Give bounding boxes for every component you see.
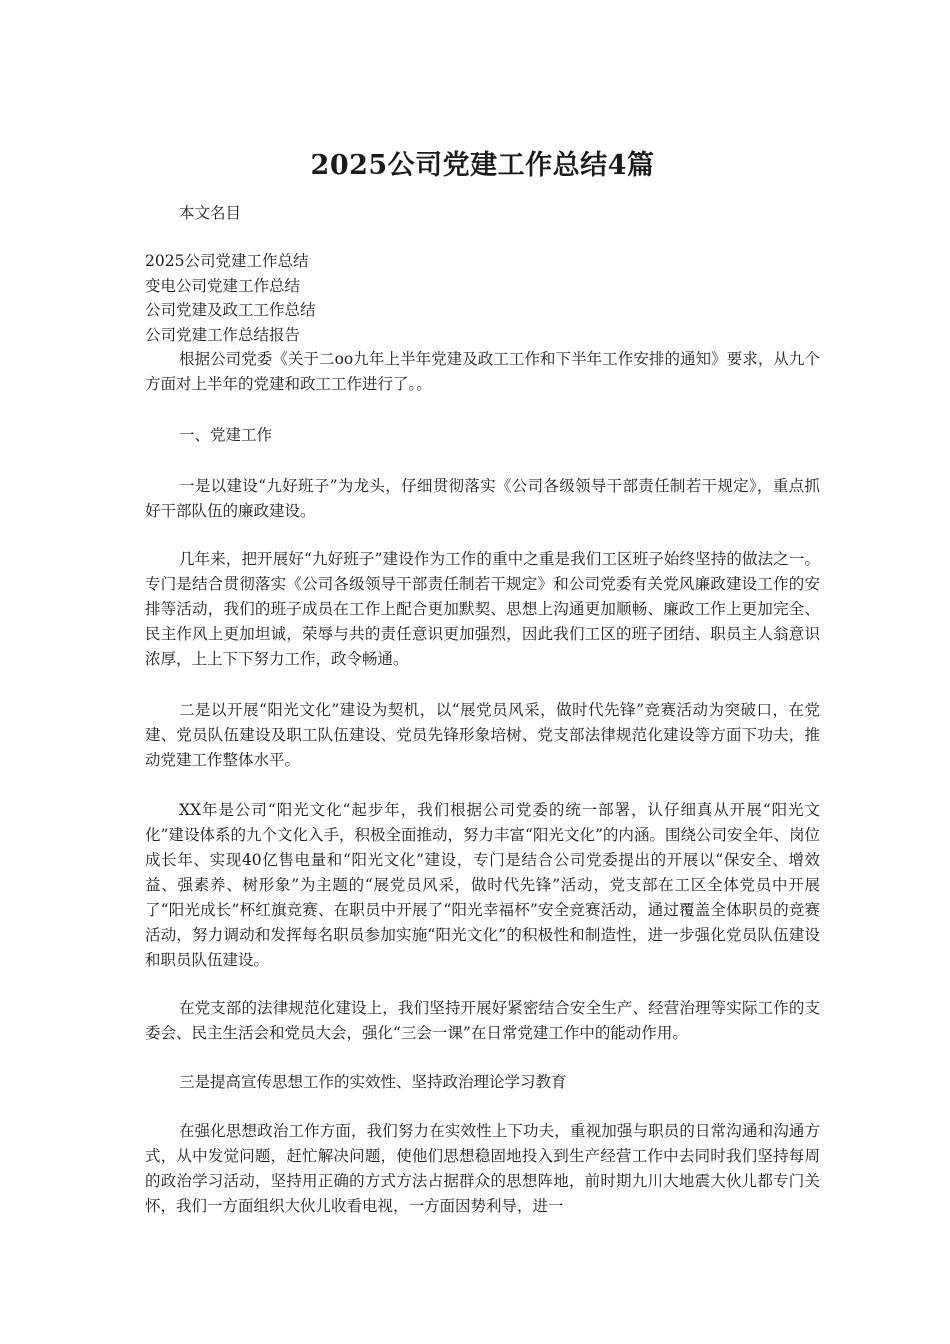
section-heading: 一、党建工作 [179, 426, 273, 444]
toc-item[interactable]: 公司党建工作总结报告 [145, 325, 301, 344]
section-heading: 三是提高宣传思想工作的实效性、坚持政治理论学习教育 [179, 1073, 567, 1091]
toc-item[interactable]: 变电公司党建工作总结 [145, 276, 301, 295]
body-paragraph: 二是以开展“阳光文化”建设为契机，以“展党员风采，做时代先锋”竞赛活动为突破口，在党建、党员队伍建设及职工队伍建设、党员先锋形象培树、党支部法律规范化建设等方面下功夫，推动党建工作整体水平。 [145, 701, 820, 769]
body-paragraph: 在强化思想政治工作方面，我们努力在实效性上下功夫，重视加强与职员的日常沟通和沟通方式，从中发觉问题，赶忙解决问题，使他们思想稳固地投入到生产经营工作中去同时我们坚持每周的政治学习活动，坚持用正确的方式方法占据群众的思想阵地，前时期九川大地震大伙儿都专门关怀，我们一方面组织大伙儿收看电视，一方面因势利导，进一 [145, 1122, 820, 1215]
body-paragraph: 在党支部的法律规范化建设上，我们坚持开展好紧密结合安全生产、经营治理等实际工作的支委会、民主生活会和党员大会，强化“三会一课”在日常党建工作中的能动作用。 [145, 999, 820, 1042]
toc-item[interactable]: 公司党建及政工工作总结 [145, 301, 316, 319]
document-title: 2025公司党建工作总结4篇 [310, 150, 655, 182]
body-paragraph: 几年来，把开展好“九好班子”建设作为工作的重中之重是我们工区班子始终坚持的做法之一。专门是结合贯彻落实《公司各级领导干部责任制若干规定》和公司党委有关党风廉政建设工作的安排等活动，我们的班子成员在工作上配合更加默契、思想上沟通更加顺畅、廉政工作上更加完全、民主作风上更加坦诚，荣辱与共的责任意识更加强烈，因此我们工区的班子团结、职员主人翁意识浓厚，上上下下努力工作，政令畅通。 [145, 550, 820, 668]
table-of-contents [145, 249, 820, 347]
toc-heading: 本文名目 [179, 204, 242, 222]
toc-item[interactable]: 2025公司党建工作总结 [145, 252, 309, 270]
body-paragraph: 根据公司党委《关于二oo九年上半年党建及政工工作和下半年工作安排的通知》要求，从九个方面对上半年的党建和政工工作进行了。。 [145, 350, 820, 393]
body-paragraph: 一是以建设“九好班子”为龙头，仔细贯彻落实《公司各级领导干部责任制若干规定》，重点抓好干部队伍的廉政建设。 [145, 477, 820, 520]
body-paragraph: XX年是公司“阳光文化“起步年，我们根据公司党委的统一部署，认仔细真从开展“阳光文化”建设体系的九个文化入手，积极全面推动，努力丰富“阳光文化”的内涵。围绕公司安全年、岗位成长年、实现40亿售电量和“阳光文化”建设，专门是结合公司党委提出的开展以“保安全、增效益、强素养、树形象”为主题的“展党员风采，做时代先锋”活动，党支部在工区全体党员中开展了“阳光成长”杯红旗竞赛、在职员中开展了“阳光幸福杯”安全竞赛活动，通过覆盖全体职员的竞赛活动，努力调动和发挥每名职员参加实施“阳光文化”的积极性和制造性，进一步强化党员队伍建设和职员队伍建设。 [145, 801, 820, 969]
